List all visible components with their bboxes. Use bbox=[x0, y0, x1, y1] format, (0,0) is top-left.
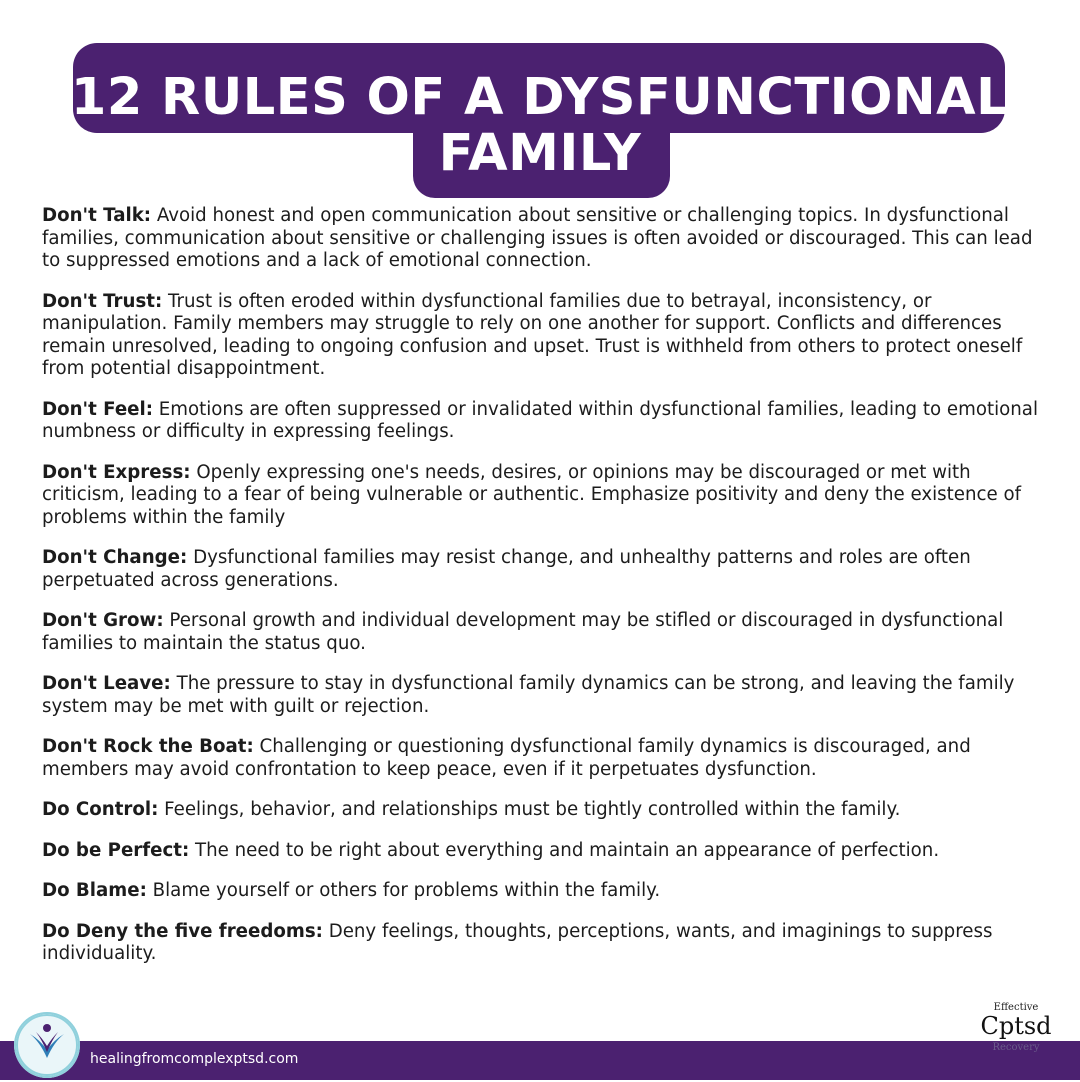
rule-text: Trust is often eroded within dysfunctional families due to betrayal, inconsistency, or manipulation. Family members may struggle to rely on one another for support. Conflicts and differences remain unresolved, leading to ongoing confusion and upset. Trust is withheld from others to protect oneself from potential disappointment. bbox=[42, 290, 1023, 379]
rule-text: Emotions are often suppressed or invalidated within dysfunctional families, leading to emotional numbness or difficulty in expressing feelings. bbox=[42, 398, 1038, 442]
page-title-line-2: FAMILY bbox=[438, 124, 642, 183]
rule-text: Avoid honest and open communication about sensitive or challenging topics. In dysfunctional families, communication about sensitive or challenging issues is often avoided or discouraged. This can lead to suppressed emotions and a lack of emotional connection. bbox=[42, 205, 1033, 271]
brand-logo bbox=[968, 998, 1064, 1056]
rule-text: Personal growth and individual development may be stifled or discouraged in dysfunctional families to maintain the status quo. bbox=[42, 610, 1004, 654]
rule-label: Don't Express: bbox=[42, 461, 191, 483]
rule-item bbox=[42, 921, 1042, 966]
rule-text: Deny feelings, thoughts, perceptions, wants, and imaginings to suppress individuality. bbox=[42, 920, 993, 964]
rule-text: The need to be right about everything and maintain an appearance of perfection. bbox=[189, 839, 940, 861]
rule-text: Dysfunctional families may resist change, and unhealthy patterns and roles are often perpetuated across generations. bbox=[42, 547, 971, 591]
rule-text: Challenging or questioning dysfunctional family dynamics is discouraged, and members may avoid confrontation to keep peace, even if it perpetuates dysfunction. bbox=[42, 736, 971, 780]
rule-label: Don't Change: bbox=[42, 547, 188, 568]
rule-label: Do Deny the five freedoms: bbox=[42, 920, 323, 942]
rule-label: Don't Grow: bbox=[42, 610, 164, 631]
rule-label: Do Control: bbox=[42, 799, 159, 820]
rule-label: Don't Trust: bbox=[42, 290, 163, 312]
rule-item bbox=[42, 547, 1042, 592]
rule-label: Don't Talk: bbox=[42, 205, 152, 226]
rule-text: Openly expressing one's needs, desires, or opinions may be discouraged or met with criticism, leading to a fear of being vulnerable or authentic. Emphasize positivity and deny the existence of problems within the family bbox=[42, 461, 1021, 528]
rule-label: Don't Leave: bbox=[42, 673, 171, 694]
site-logo-icon bbox=[14, 1012, 80, 1078]
footer-url-link[interactable]: healingfromcomplexptsd.com bbox=[90, 1051, 299, 1067]
brand-main-text: Cptsd bbox=[980, 1012, 1052, 1040]
brand-bottom-text: Recovery bbox=[992, 1042, 1040, 1053]
rule-item bbox=[42, 462, 1042, 530]
rule-item bbox=[42, 673, 1042, 718]
rule-label: Do Blame: bbox=[42, 880, 147, 901]
rule-item bbox=[42, 880, 1042, 903]
rule-item bbox=[42, 399, 1042, 444]
rule-text: Blame yourself or others for problems within the family. bbox=[146, 880, 661, 901]
rule-label: Do be Perfect: bbox=[42, 839, 190, 861]
rules-list bbox=[42, 205, 1042, 966]
rule-text: The pressure to stay in dysfunctional family dynamics can be strong, and leaving the family system may be met with guilt or rejection. bbox=[42, 673, 1015, 717]
rule-item bbox=[42, 610, 1042, 655]
page-title-line-1: 12 RULES OF A DYSFUNCTIONAL bbox=[70, 68, 1010, 127]
logo-figure-icon bbox=[14, 1012, 80, 1078]
rule-label: Don't Feel: bbox=[42, 398, 153, 420]
rule-item bbox=[42, 291, 1042, 381]
rule-item bbox=[42, 736, 1042, 781]
rule-text: Feelings, behavior, and relationships must be tightly controlled within the family. bbox=[158, 799, 901, 820]
rule-label: Don't Rock the Boat: bbox=[42, 736, 254, 757]
rule-item bbox=[42, 799, 1042, 822]
rule-item bbox=[42, 840, 1042, 863]
rule-item bbox=[42, 205, 1042, 273]
brand-top-text: Effective bbox=[993, 1002, 1039, 1013]
